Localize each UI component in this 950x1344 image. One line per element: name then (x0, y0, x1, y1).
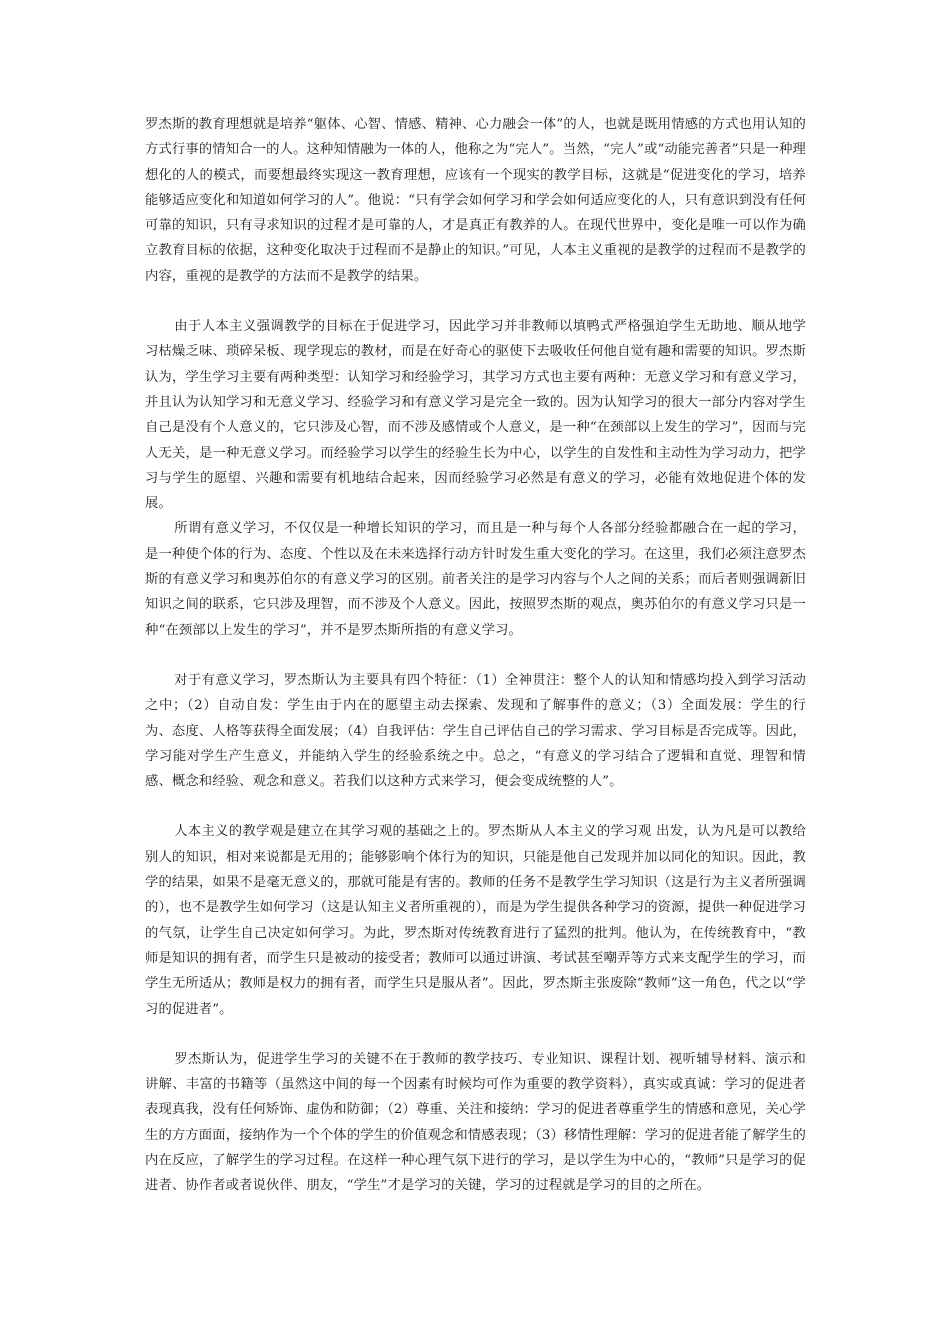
paragraph-learning-types: 由于人本主义强调教学的目标在于促进学习，因此学习并非教师以填鸭式严格强迫学生无助地、顺从地学习枯燥乏味、琐碎呆板、现学现忘的教材，而是在好奇心的驱使下去吸收任何他自觉有趣和需要的知识。罗杰斯认为，学生学习主要有两种类型：认知学习和经验学习，其学习方式也主要有两种：无意义学习和有意义学习，并且认为认知学习和无意义学习、经验学习和有意义学习是完全一致的。因为认知学习的很大一部分内容对学生自己是没有个人意义的，它只涉及心智，而不涉及感情或个人意义，是一种“在颈部以上发生的学习”，因而与完人无关，是一种无意义学习。而经验学习以学生的经验生长为中心，以学生的自发性和主动性为学习动力，把学习与学生的愿望、兴趣和需要有机地结合起来，因而经验学习必然是有意义的学习，必能有效地促进个体的发展。 (145, 319, 806, 512)
paragraph-learning-facilitator: 罗杰斯认为，促进学生学习的关键不在于教师的教学技巧、专业知识、课程计划、视听辅导材料、演示和讲解、丰富的书籍等（虽然这中间的每一个因素有时候均可作为重要的教学资料），真实或真诚：学习的促进者表现真我，没有任何矫饰、虚伪和防御；（2）尊重、关注和接纳：学习的促进者尊重学生的情感和意见，关心学生的方方面面，接纳作为一个个体的学生的价值观念和情感表现；（3）移情性理解：学习的促进者能了解学生的内在反应，了解学生的学习过程。在这样一种心理气氛下进行的学习，是以学生为中心的，“教师”只是学习的促进者、协作者或者说伙伴、朋友，“学生”才是学习的关键，学习的过程就是学习的目的之所在。 (145, 1051, 806, 1194)
paragraph-educational-ideal: 罗杰斯的教育理想就是培养“躯体、心智、情感、精神、心力融会一体”的人，也就是既用情感的方式也用认知的方式行事的情知合一的人。这种知情融为一体的人，他称之为“完人”。当然，“完人”或“动能完善者”只是一种理想化的人的模式，而要想最终实现这一教育理想，应该有一个现实的教学目标，这就是“促进变化的学习，培养能够适应变化和知道如何学习的人”。他说：“只有学会如何学习和学会如何适应变化的人，只有意识到没有任何可靠的知识，只有寻求知识的过程才是可靠的人，才是真正有教养的人。在现代世界中，变化是唯一可以作为确立教育目标的依据，这种变化取决于过程而不是静止的知识。”可见，人本主义重视的是教学的过程而不是教学的内容，重视的是教学的方法而不是教学的结果。 (145, 117, 807, 284)
paragraph-four-features: 对于有意义学习，罗杰斯认为主要具有四个特征：（1）全神贯注：整个人的认知和情感均投入到学习活动之中；（2）自动自发：学生由于内在的愿望主动去探索、发现和了解事件的意义；（3）全面发展：学生的行为、态度、人格等获得全面发展；（4）自我评估：学生自己评估自己的学习需求、学习目标是否完成等。因此，学习能对学生产生意义，并能纳入学生的经验系统之中。总之，“有意义的学习结合了逻辑和直觉、理智和情感、概念和经验、观念和意义。若我们以这种方式来学习，便会变成统整的人”。 (145, 672, 806, 790)
document-page (145, 112, 806, 1199)
paragraph-meaningful-learning: 所谓有意义学习，不仅仅是一种增长知识的学习，而且是一种与每个人各部分经验都融合在一起的学习，是一种使个体的行为、态度、个性以及在未来选择行动方针时发生重大变化的学习。在这里，我们必须注意罗杰斯的有意义学习和奥苏伯尔的有意义学习的区别。前者关注的是学习内容与个人之间的关系；而后者则强调新旧知识之间的联系，它只涉及理智，而不涉及个人意义。因此，按照罗杰斯的观点，奥苏伯尔的有意义学习只是一种“在颈部以上发生的学习”，并不是罗杰斯所指的有意义学习。 (145, 521, 806, 638)
paragraph-teaching-view: 人本主义的教学观是建立在其学习观的基础之上的。罗杰斯从人本主义的学习观 出发，认为凡是可以教给别人的知识，相对来说都是无用的；能够影响个体行为的知识，只能是他自己发现并加以同化的知识。因此，教学的结果，如果不是毫无意义的，那就可能是有害的。教师的任务不是教学生学习知识（这是行为主义者所强调的），也不是教学生如何学习（这是认知主义者所重视的），而是为学生提供各种学习的资源，提供一种促进学习的气氛，让学生自己决定如何学习。为此，罗杰斯对传统教育进行了猛烈的批判。他认为，在传统教育中，“教师是知识的拥有者，而学生只是被动的接受者；教师可以通过讲演、考试甚至嘲弄等方式来支配学生的学习，而学生无所适从；教师是权力的拥有者，而学生只是服从者”。因此，罗杰斯主张废除“教师”这一角色，代之以“学习的促进者”。 (145, 824, 806, 1017)
